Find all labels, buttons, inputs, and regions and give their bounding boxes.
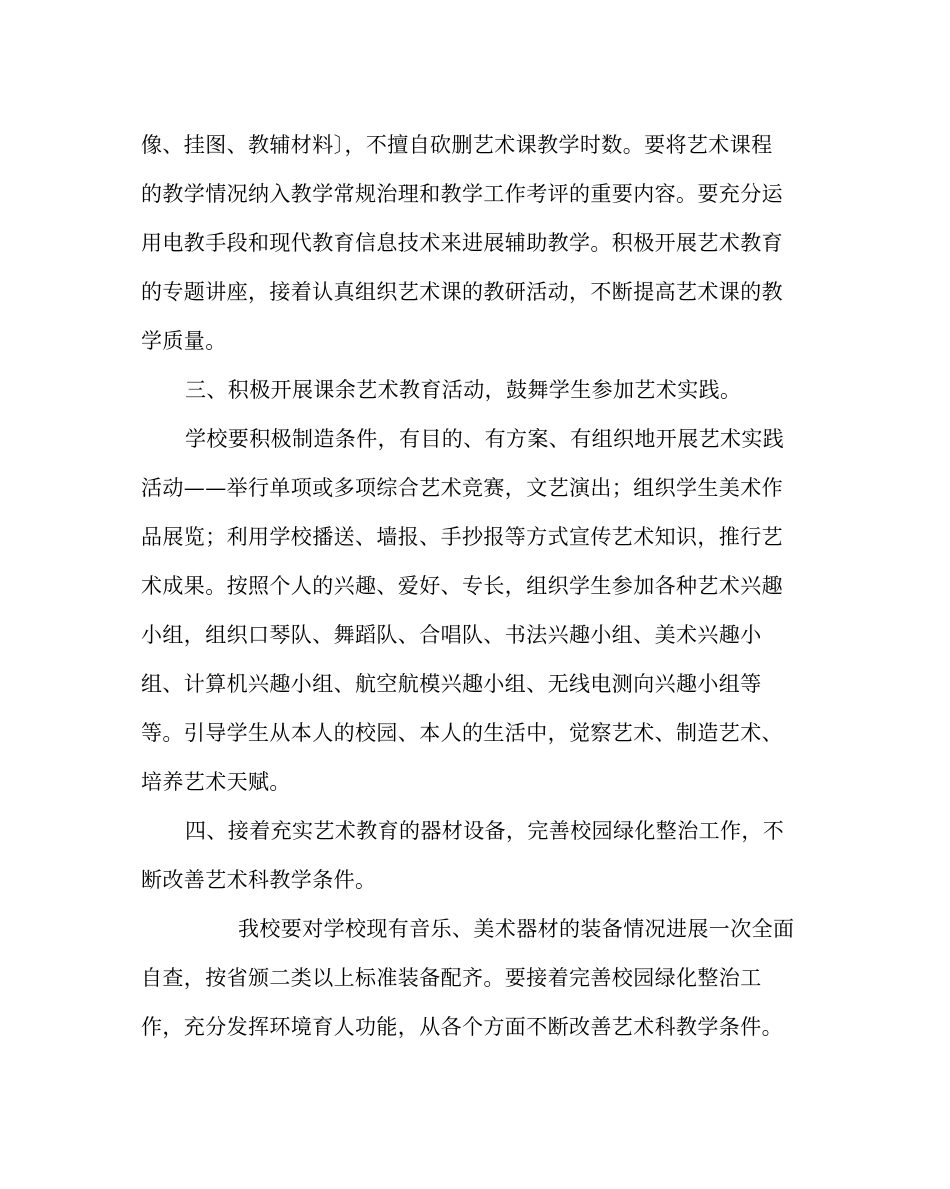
section-heading-4: 四、接着充实艺术教育的器材设备，完善校园绿化整治工作，不 (185, 819, 785, 843)
text-line: 术成果。按照个人的兴趣、爱好、专长，组织学生参加各种艺术兴趣 (141, 574, 783, 598)
text-line: 活动——举行单项或多项综合艺术竞赛，文艺演出；组织学生美术作 (141, 476, 783, 500)
text-line: 自查，按省颁二类以上标准装备配齐。要接着完善校园绿化整治工 (141, 966, 762, 990)
text-line: 品展览；利用学校播送、墙报、手抄报等方式宣传艺术知识，推行艺 (141, 525, 783, 549)
text-line: 像、挂图、教辅材料〕，不擅自砍删艺术课教学时数。要将艺术课程 (141, 133, 773, 157)
text-line: 作，充分发挥环境育人功能，从各个方面不断改善艺术科教学条件。 (141, 1015, 783, 1039)
text-line: 等。引导学生从本人的校园、本人的生活中，觉察艺术、制造艺术、 (141, 721, 783, 745)
section-heading-3: 三、积极开展课余艺术教育活动，鼓舞学生参加艺术实践。 (185, 378, 742, 402)
text-line: 组、计算机兴趣小组、航空航模兴趣小组、无线电测向兴趣小组等 (141, 672, 762, 696)
text-line: 断改善艺术科教学条件。 (141, 868, 377, 892)
text-line: 学校要积极制造条件，有目的、有方案、有组织地开展艺术实践 (185, 427, 785, 451)
text-line: 我校要对学校现有音乐、美术器材的装备情况进展一次全面 (238, 917, 795, 941)
text-line: 的教学情况纳入教学常规治理和教学工作考评的重要内容。要充分运 (141, 182, 783, 206)
text-line: 学质量。 (141, 329, 227, 353)
text-line: 的专题讲座，接着认真组织艺术课的教研活动，不断提高艺术课的教 (141, 280, 783, 304)
text-line: 培养艺术天赋。 (141, 770, 291, 794)
text-line: 小组，组织口琴队、舞蹈队、合唱队、书法兴趣小组、美术兴趣小 (141, 623, 762, 647)
text-line: 用电教手段和现代教育信息技术来进展辅助教学。积极开展艺术教育 (141, 231, 783, 255)
